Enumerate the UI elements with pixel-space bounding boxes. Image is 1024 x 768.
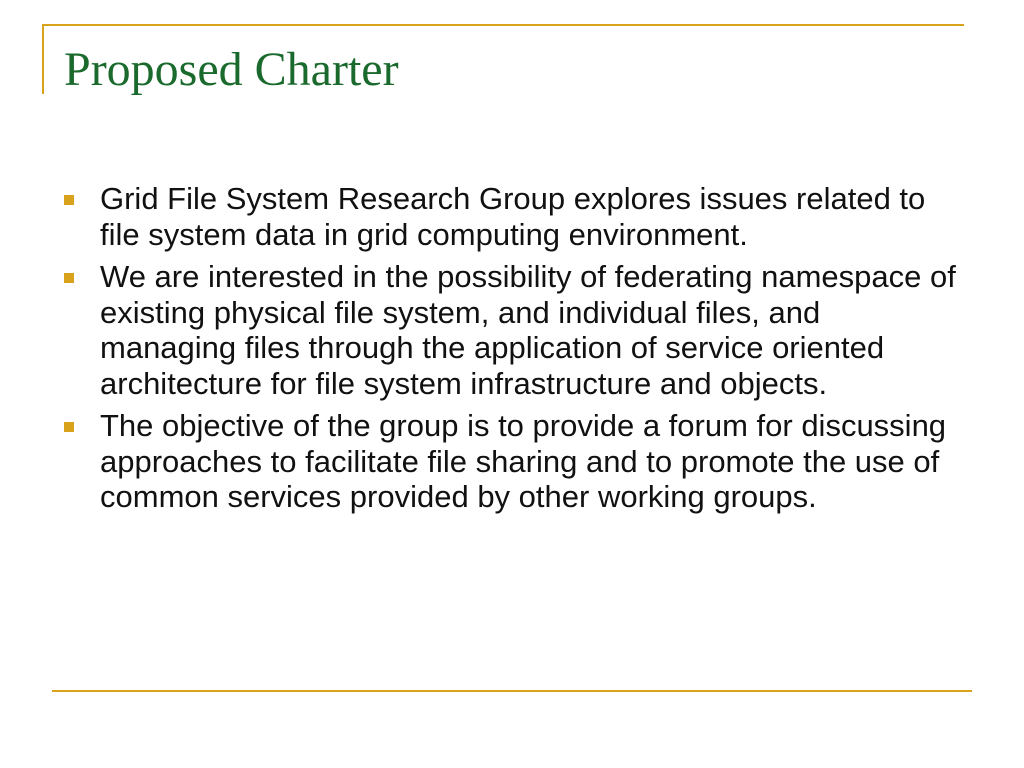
bullet-list [60, 181, 960, 522]
bullet-item-1 [60, 181, 960, 252]
left-accent-rule [42, 24, 44, 94]
square-bullet-icon [64, 195, 74, 205]
bullet-text-3: The objective of the group is to provide a forum for discussing approaches to facilitate file sharing and to promote the use of common services provided by other working groups. [100, 408, 947, 514]
bullet-text-2: We are interested in the possibility of federating namespace of existing physical file system, and individual files, and managing files through the application of service oriented architecture for file system infrastructure and objects. [100, 259, 956, 401]
square-bullet-icon [64, 422, 74, 432]
bottom-accent-rule [52, 690, 972, 692]
square-bullet-icon [64, 273, 74, 283]
bullet-item-2 [60, 259, 960, 401]
top-accent-rule [42, 24, 964, 26]
bullet-text-1: Grid File System Research Group explores issues related to file system data in grid computing environment. [100, 181, 926, 252]
bullet-item-3 [60, 408, 960, 515]
slide-title: Proposed Charter [64, 43, 399, 96]
